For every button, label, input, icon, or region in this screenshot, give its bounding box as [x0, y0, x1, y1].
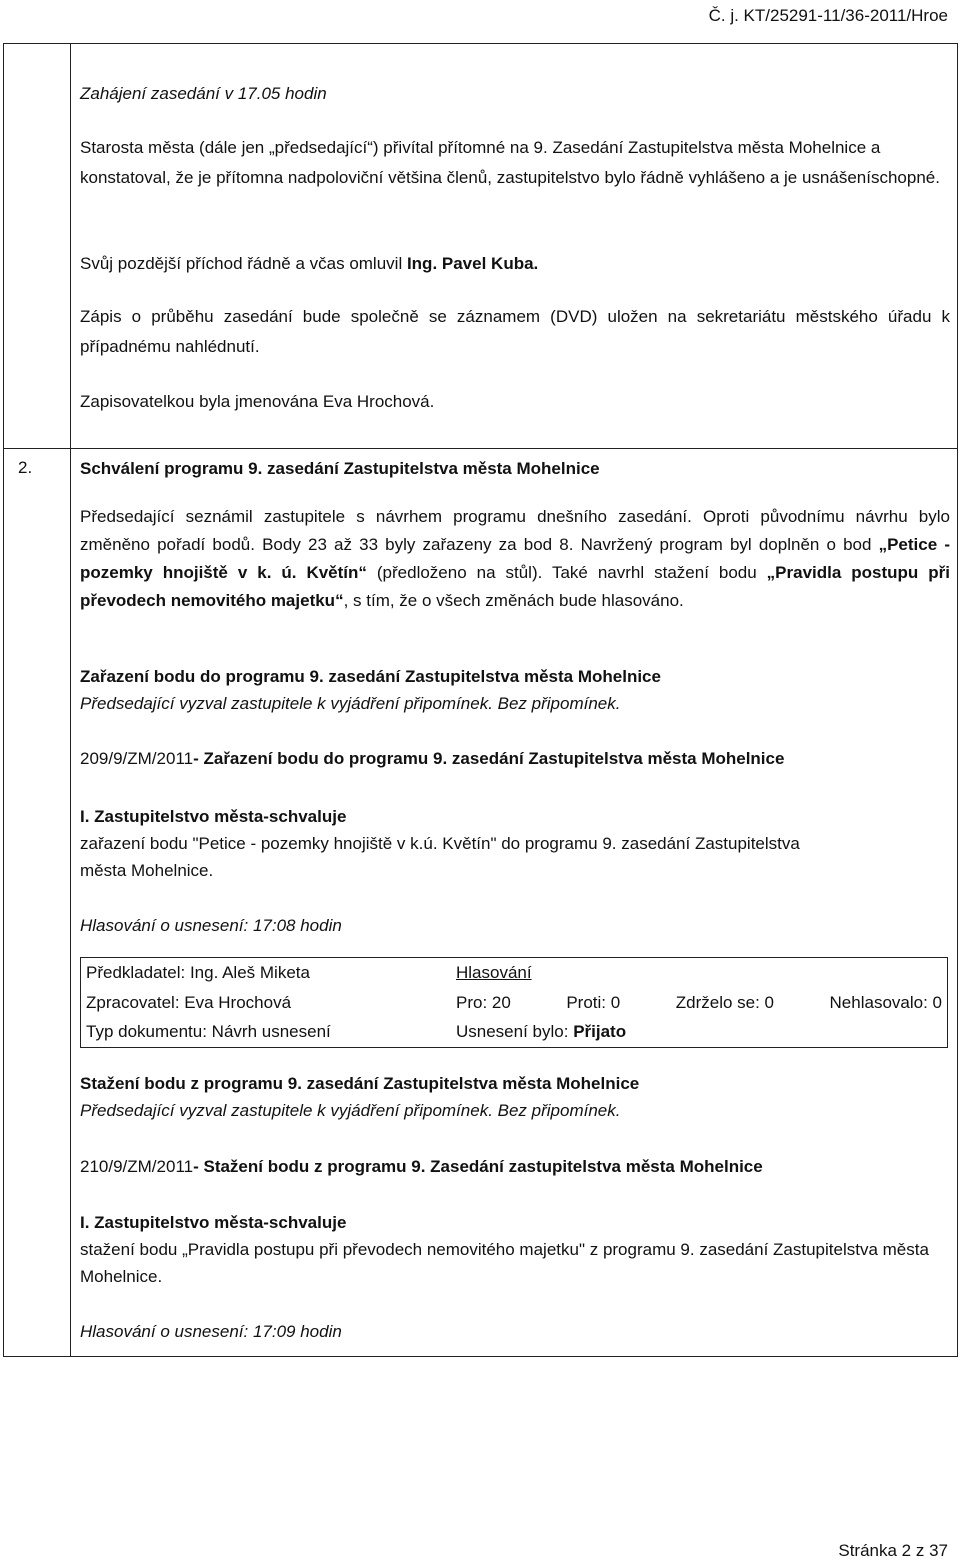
- resolution-body: [80, 1209, 950, 1291]
- document-reference: Č. j. KT/25291-11/36-2011/Hroe: [708, 6, 948, 25]
- minutes-storage-note: Zápis o průběhu zasedání bude společně se záznamem (DVD) uložen na sekretariátu městského úřadu k případnému nahlédnutí.: [80, 307, 950, 356]
- vote-counts: [451, 988, 948, 1018]
- resolution: [80, 745, 950, 772]
- resolution-heading: 210/9/ZM/2011- Stažení bodu z programu 9. Zasedání zastupitelstva města Mohelnice: [80, 1157, 763, 1176]
- vote-abstain: Zdrželo se: 0: [675, 992, 774, 1012]
- item-note: Předsedající vyzval zastupitele k vyjádření připomínek. Bez připomínek.: [80, 1101, 621, 1121]
- row-divider: [4, 448, 957, 449]
- proposer: Předkladatel: Ing. Aleš Miketa: [86, 963, 310, 982]
- processor: Zpracovatel: Eva Hrochová: [86, 992, 292, 1012]
- agenda-item: [80, 663, 950, 717]
- opening-paragraph: Starosta města (dále jen „předsedající“) přivítal přítomné na 9. Zasedání Zastupitelstva města Mohelnice a konstatoval, že je přítomna nadpoloviční většina členů, zastupitelstvo bylo řádně vyhlášeno a je usnášeníschopné.: [80, 138, 940, 187]
- approve-text: stažení bodu „Pravidla postupu při převodech nemovitého majetku" z programu 9. zasedání Zastupitelstva města Mohelnice.: [80, 1240, 929, 1287]
- opening-time: Zahájení zasedání v 17.05 hodin: [80, 84, 327, 103]
- section-opening: [80, 80, 950, 107]
- resolution-heading: 209/9/ZM/2011- Zařazení bodu do programu 9. zasedání Zastupitelstva města Mohelnice: [80, 749, 785, 768]
- item-title: Stažení bodu z programu 9. zasedání Zastupitelstva města Mohelnice: [80, 1074, 640, 1093]
- vote-table: [80, 957, 948, 1048]
- section-title: Schválení programu 9. zasedání Zastupitelstva města Mohelnice: [80, 459, 600, 478]
- vote-time: Hlasování o usnesení: 17:08 hodin: [80, 916, 342, 935]
- vote-result: Usnesení bylo: Přijato: [456, 1022, 627, 1041]
- vote-pro: Pro: 20: [456, 992, 511, 1012]
- item-note: Předsedající vyzval zastupitele k vyjádření připomínek. Bez připomínek.: [80, 694, 621, 714]
- resolution-body: [80, 803, 950, 885]
- approve-heading: I. Zastupitelstvo města-schvaluje: [80, 807, 347, 826]
- resolution: [80, 1153, 950, 1180]
- approve-text: zařazení bodu "Petice - pozemky hnojiště v k.ú. Květín" do programu 9. zasedání Zastupitelstva města Mohelnice.: [80, 834, 800, 881]
- vote-against: Proti: 0: [566, 992, 621, 1012]
- program-intro: Předsedající seznámil zastupitele s návrhem programu dnešního zasedání. Oproti původnímu návrhu bylo změněno pořadí bodů. Body 23 až 33 byly zařazeny za bod 8. Navržený program byl doplněn o bod „Petice - pozemky hnojiště v k. ú. Květín“ (předloženo na stůl). Také navrhl stažení bodu „Pravidla postupu při převodech nemovitého majetku“, s tím, že o všech změnách bude hlasováno.: [80, 507, 951, 610]
- vote-heading: Hlasování: [456, 963, 532, 982]
- column-divider: [70, 448, 71, 1356]
- document-type: Typ dokumentu: Návrh usnesení: [86, 1022, 331, 1041]
- vote-novote: Nehlasovalo: 0: [829, 992, 942, 1012]
- vote-time: Hlasování o usnesení: 17:09 hodin: [80, 1322, 342, 1341]
- section-number: 2.: [18, 458, 33, 477]
- agenda-item: [80, 1070, 950, 1124]
- late-arrival-note: Svůj pozdější příchod řádně a včas omluvil Ing. Pavel Kuba.: [80, 254, 539, 273]
- recorder-note: Zapisovatelkou byla jmenována Eva Hrochová.: [80, 392, 435, 411]
- approve-heading: I. Zastupitelstvo města-schvaluje: [80, 1213, 347, 1232]
- column-divider: [70, 44, 71, 448]
- page-number: Stránka 2 z 37: [838, 1541, 948, 1560]
- item-title: Zařazení bodu do programu 9. zasedání Zastupitelstva města Mohelnice: [80, 667, 661, 686]
